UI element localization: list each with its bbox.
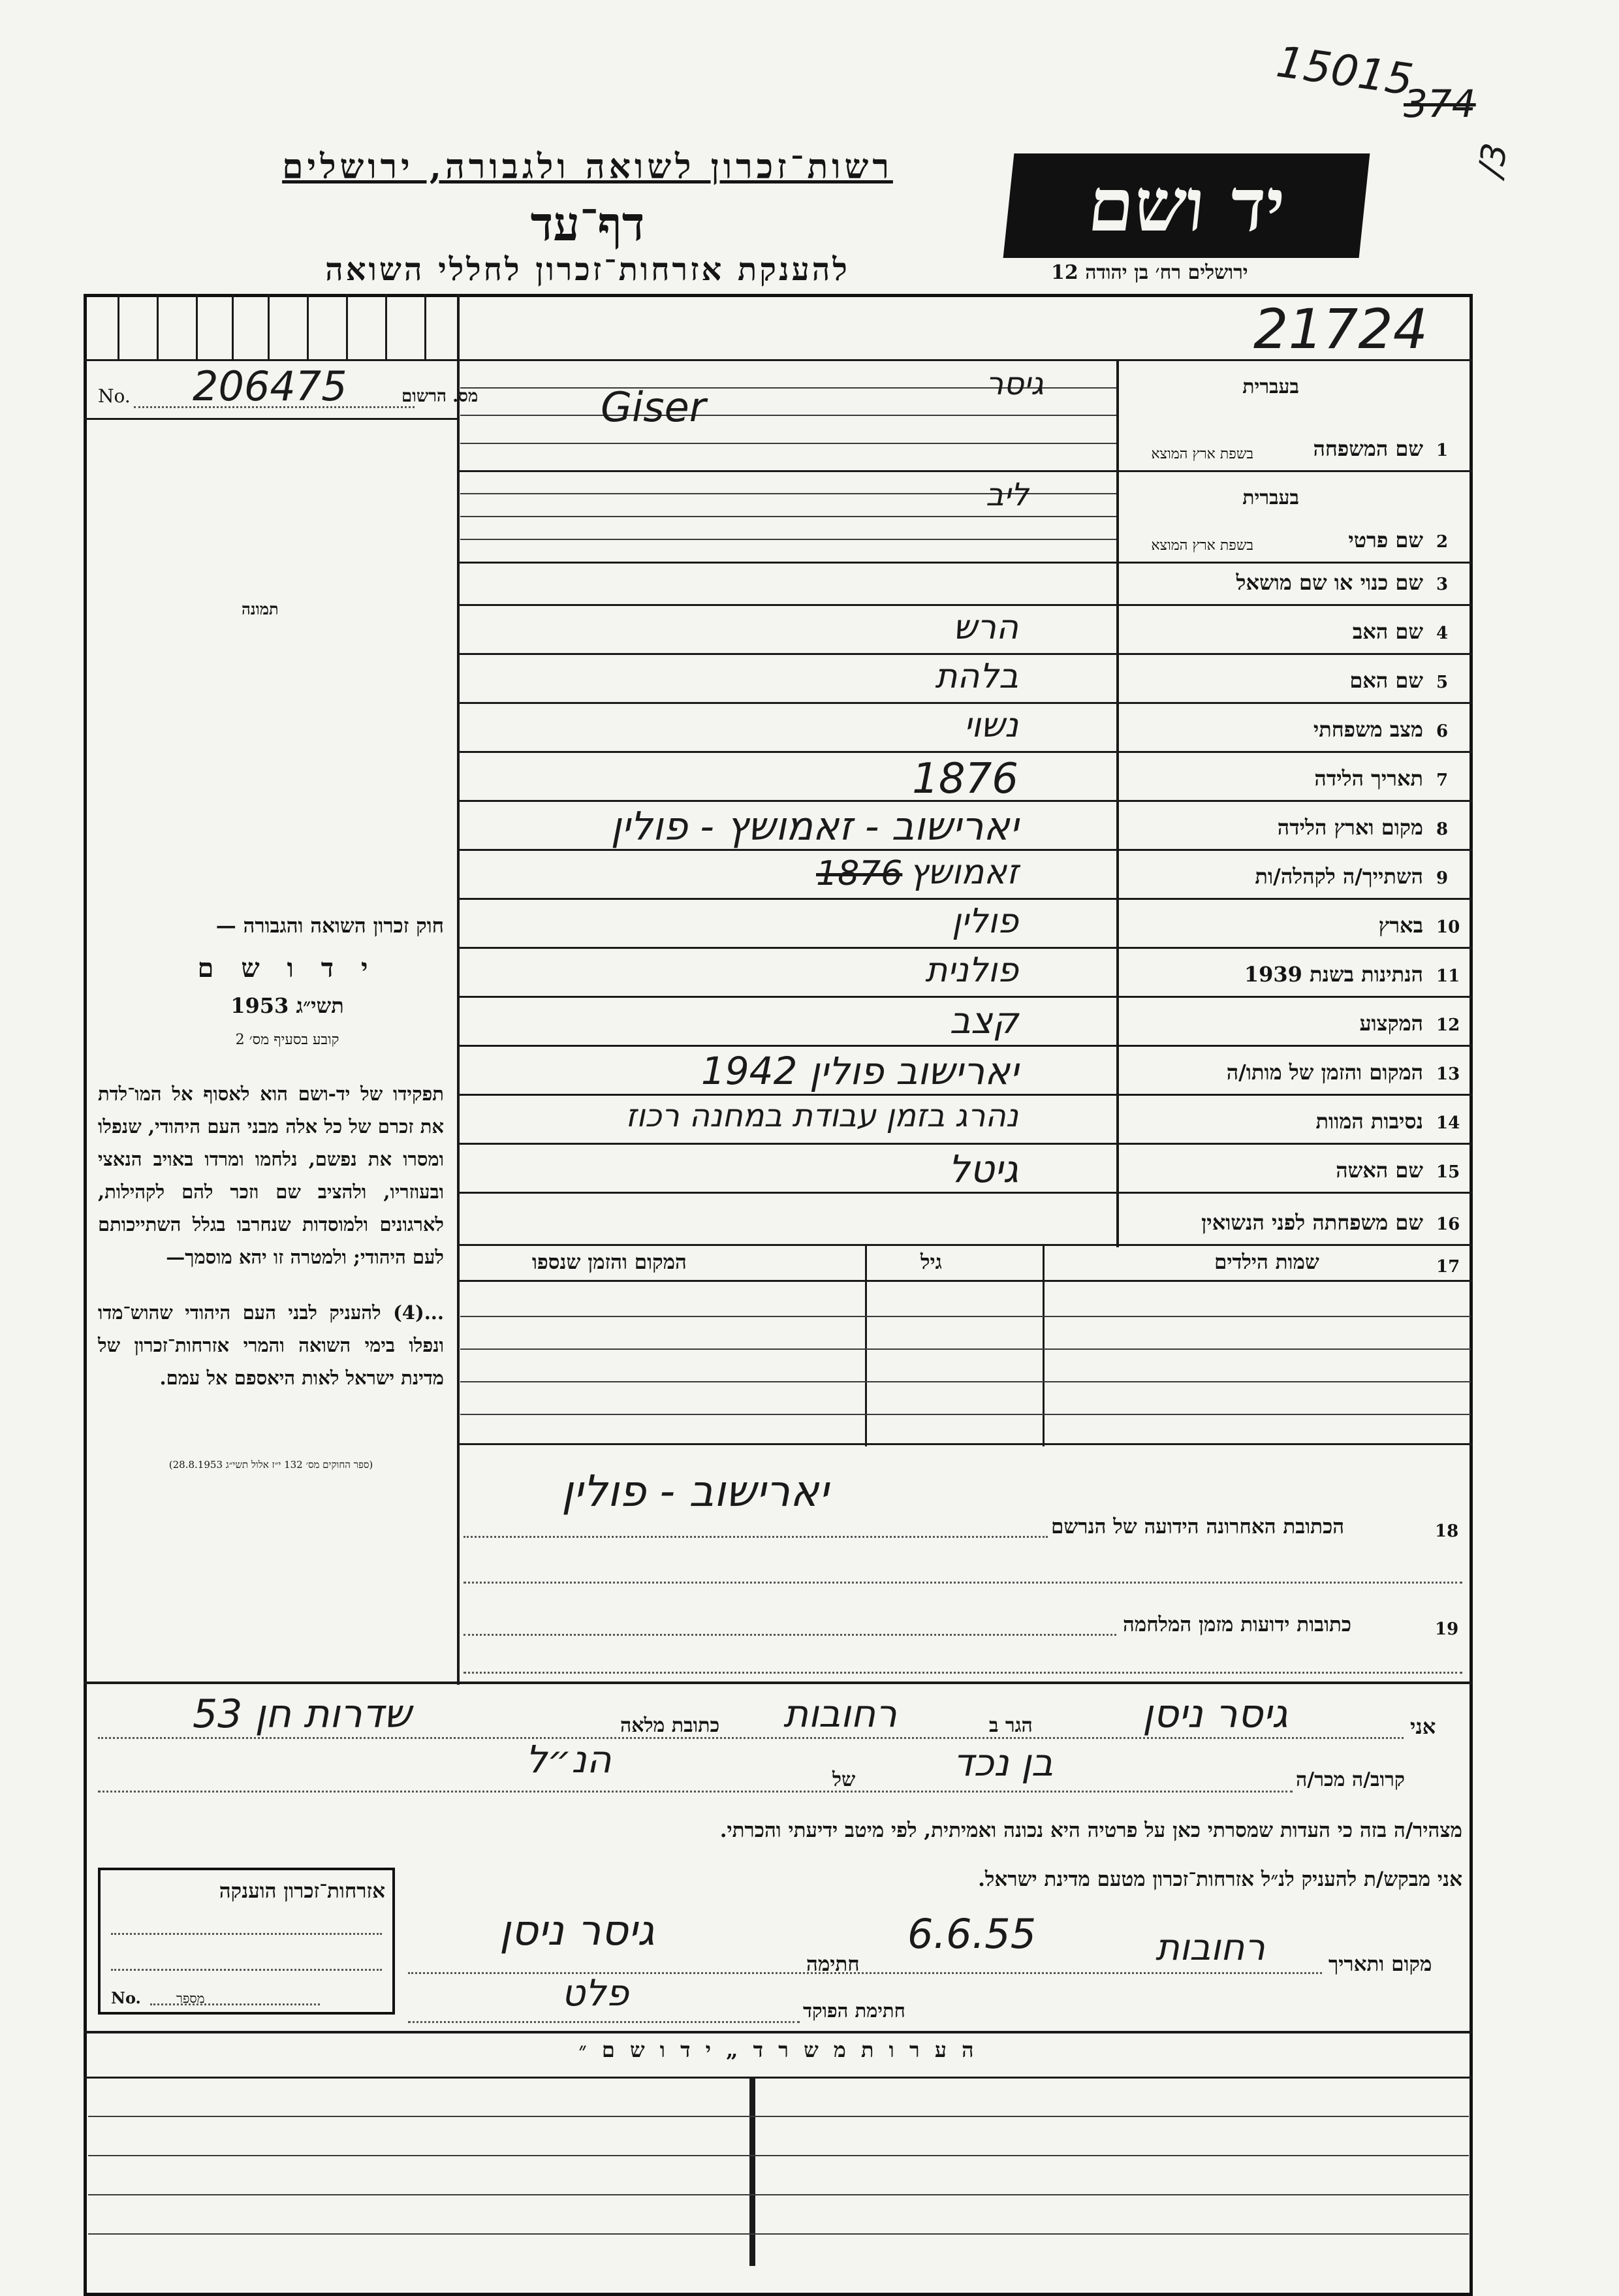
declaration-of-label: של [832,1768,856,1791]
field-num: 8 [1436,820,1449,839]
field-num: 13 [1436,1064,1460,1084]
org-name: רשות־זכרון לשואה ולגבורה, ירושלים [282,147,893,187]
law-clause: קובע בסעיף מס׳ 2 [235,1032,339,1048]
field-sub-hebrew: בעברית [1242,375,1299,398]
law-name: י ד ו ש ם [197,953,377,983]
law-footnote: (ספר החוקים מס׳ 132 י״ז אלול תשי״ג 28.8.1953) [168,1459,373,1471]
field-label: הנתינות בשנת 1939 [1244,962,1423,987]
field-value-struck: 1876 [816,854,903,893]
registration-he-label: מס. הרשום [401,387,479,406]
declaration-relation-label: קרוב/ה מכר/ה [1296,1768,1405,1791]
field-value: יארישוב - זאמושץ - פולין [610,804,1018,850]
declaration-statement: מצהיר/ה בזה כי העדות שמסרתי כאן על פרטיה היא נכונה ואמיתית, לפי מיטב ידיעתי והכרתי. [719,1819,1462,1842]
law-paragraph-2: ...(4) להעניק לבני העם היהודי שהוש־מדו ונפלו בימי השואה והמרי אזרחות־זכרון של מדינת ישראל לאות היאספם אל עמם. [98,1301,444,1389]
children-num: 17 [1436,1257,1460,1277]
margin-number-struck: 374 [1404,82,1476,126]
margin-number: 15015 [1273,36,1417,106]
office-notes-title: ה ע ר ו ת מ ש ר ד „ י ד ו ש ם ״ [578,2037,978,2062]
margin-number-side: /3 [1471,140,1516,180]
children-header-age: גיל [920,1251,942,1274]
form-subtitle: להענקת אזרחות־זכרון לחללי השואה [325,251,850,288]
field-sub-origin: בשפת ארץ המוצא [1151,537,1253,554]
law-year: תשי״ג 1953 [230,993,344,1018]
declaration-lives-label: הגר ב [989,1714,1033,1737]
date-value: 6.6.55 [907,1910,1037,1958]
field-value-origin: Giser [601,383,706,432]
law-paragraph-1: תפקידו של יד-ושם הוא לאסוף אל המו־לדת את זכרם של כל אלה מבני העם היהודי, שנפלו ומסרו את נפשם, נלחמו ומרדו באויב הנאצי ובעוזריו, ולהציב שם וזכר להם לקהילות, לארגונים ולמוסדות שנחרבו בגלל השתייכותם לעם היהודי; ולמטרה זו יהא מוסמך— [98,1083,444,1268]
field-value: נשוי [964,706,1018,745]
file-number: 21724 [1253,297,1428,361]
field-label: שם פרטי [1348,528,1423,552]
children-header-place: המקום והזמן שנספו [532,1251,687,1274]
place-date-label: מקום ותאריך [1328,1953,1432,1976]
signature-label: חתימה [806,1953,860,1976]
field-value: נהרג בזמן עבודת במחנה רכוז [625,1098,1018,1134]
registration-no-label: No. [98,385,131,407]
field-sub-origin: בשפת ארץ המוצא [1151,446,1253,462]
wartime-address-label: כתובות ידועות מזמן המלחמה [1123,1613,1352,1636]
children-header-names: שמות הילדים [1214,1251,1319,1274]
field-value: בלהת [935,657,1018,696]
field-label: השתייך/ה לקהלה/ות [1255,864,1423,889]
field-label: שם האם [1349,668,1423,693]
officer-label: חתימת הפוקד [803,2000,905,2022]
last-address-num: 18 [1435,1522,1459,1541]
field-num: 4 [1436,624,1449,643]
citizenship-number-label: מספר [176,1990,205,2006]
field-num: 16 [1436,1215,1460,1234]
field-label: שם המשפחה [1313,436,1423,461]
field-label: שם האשה [1336,1158,1423,1183]
field-value: הרש [952,608,1018,647]
place-value: רחובות [1155,1926,1265,1969]
registration-number: 206475 [193,362,347,410]
field-num: 2 [1436,532,1449,552]
field-value: פולין [952,902,1018,941]
field-label: תאריך הלידה [1314,766,1423,791]
field-num: 14 [1436,1113,1460,1133]
declaration-request: אני מבקש/ת להעניק לנ״ל אזרחות־זכרון מטעם מדינת ישראל. [978,1868,1462,1891]
field-value-hebrew: ליב [986,477,1029,513]
last-address-value: יארישוב - פולין [561,1466,829,1516]
logo-address: ירושלים רח׳ בן יהודה 12 [1051,261,1248,284]
field-value: קצב [949,1000,1018,1042]
field-num: 10 [1436,917,1460,937]
signature-value: גיסר ניסן [499,1907,655,1955]
officer-signature: פלט [561,1972,629,2015]
photo-label: תמונה [242,599,279,618]
yad-vashem-logo: יד ושם [1003,153,1370,258]
field-num: 3 [1436,575,1449,594]
last-address-label: הכתובת האחרונה הידועה של הנרשם [1051,1515,1345,1539]
field-num: 1 [1436,441,1449,460]
form-title: דף־עד [530,196,645,251]
field-value-hebrew: גיסר [986,366,1044,402]
citizenship-no-label: No. [111,1988,141,2007]
field-label: שם משפחתה לפני הנשואין [1201,1210,1423,1235]
field-value: זאמושץ [909,853,1018,892]
law-title: חוק זכרון השואה והגבורה — [215,914,444,938]
field-num: 12 [1436,1015,1460,1035]
citizenship-box-title: אזרחות־זכרון הוענקה [219,1879,385,1903]
wartime-address-num: 19 [1435,1619,1459,1639]
field-label: שם האב [1352,619,1423,644]
field-num: 15 [1436,1162,1460,1182]
field-num: 7 [1436,771,1449,790]
field-value: גיטל [948,1147,1018,1191]
field-num: 6 [1436,722,1449,741]
declaration-of-value: הנ״ל [526,1737,612,1781]
declaration-lives-value: רחובות [783,1691,897,1736]
declaration-relation-value: בן נכד [953,1740,1054,1785]
field-label: נסיבות המוות [1315,1109,1423,1134]
field-value: 1876 [912,755,1018,803]
field-value: יארישוב פולין 1942 [700,1049,1018,1093]
field-label: מקום וארץ הלידה [1277,815,1423,840]
field-num: 9 [1436,869,1449,888]
field-label: שם כנוי או שם מושאל [1236,570,1423,595]
field-label: בארץ [1378,913,1423,938]
field-sub-hebrew: בעברית [1242,486,1299,509]
field-num: 11 [1436,966,1460,986]
declaration-address-label: כתובת מלאה [620,1714,720,1737]
field-num: 5 [1436,673,1449,692]
field-value: פולנית [925,951,1018,990]
field-label: המקצוע [1359,1011,1423,1036]
field-label: המקום והזמן של מותו/ה [1226,1060,1423,1085]
declaration-ani-label: אני [1410,1714,1436,1739]
declaration-name: גיסר ניסן [1142,1691,1288,1737]
field-label: מצב משפחתי [1313,717,1423,742]
declaration-address-value: שדרות חן 53 [193,1691,411,1737]
